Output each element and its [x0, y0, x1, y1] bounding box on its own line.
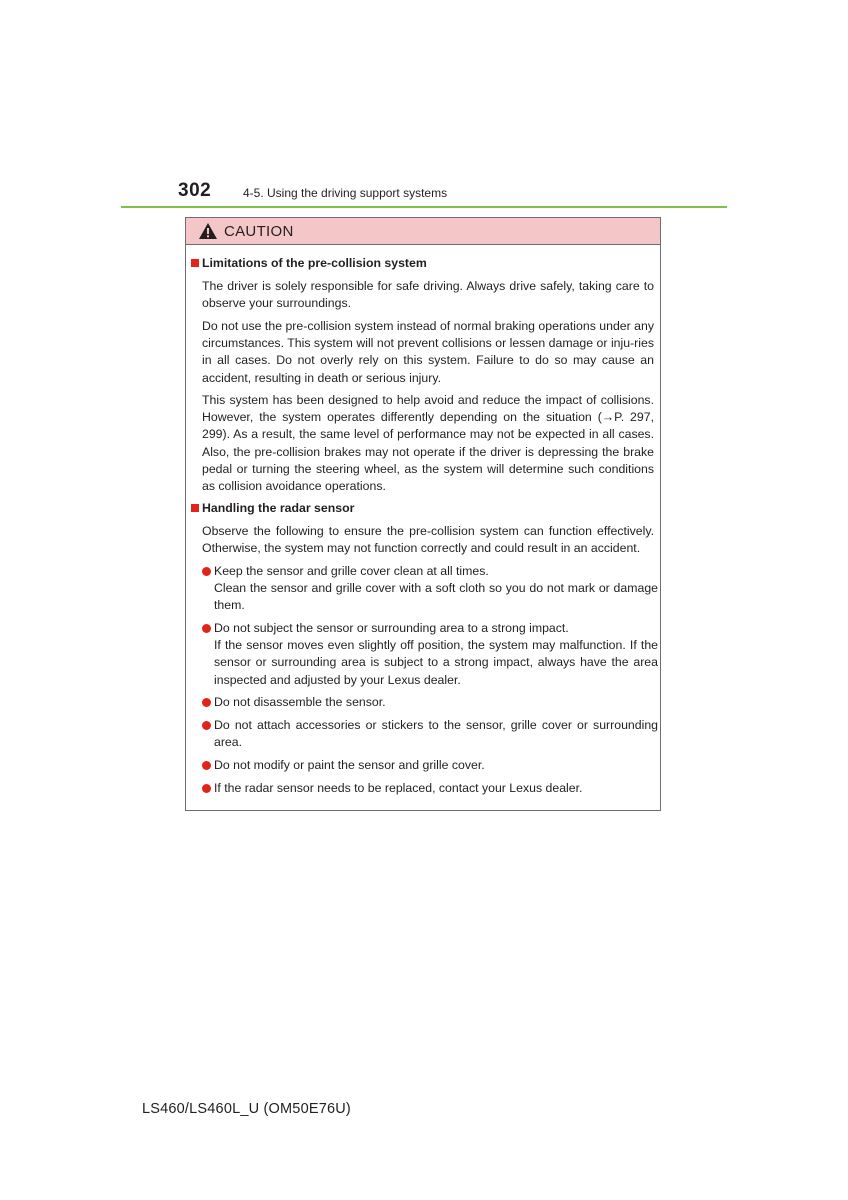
list-item-text: If the radar sensor needs to be replaced, contact your Lexus dealer.: [214, 781, 583, 795]
list-item-text: Do not modify or paint the sensor and grille cover.: [214, 758, 485, 772]
caution-header: [186, 218, 660, 245]
round-bullet-icon: [202, 784, 211, 793]
round-bullet-icon: [202, 721, 211, 730]
round-bullet-icon: [202, 624, 211, 633]
paragraph: Do not use the pre-collision system instead of normal braking operations under any circumstances. This system will not prevent collisions or lessen damage or inju-ries in all cases. Do not overly rely on this system. Failure to do so may cause an accident, resulting in death or serious injury.: [202, 319, 654, 385]
list-item-detail: Clean the sensor and grille cover with a soft cloth so you do not mark or damage them.: [214, 581, 658, 613]
list-item-text: Do not attach accessories or stickers to the sensor, grille cover or surrounding area.: [214, 718, 658, 750]
caution-title: CAUTION: [224, 222, 294, 240]
round-bullet-icon: [202, 567, 211, 576]
paragraph: This system has been designed to help avoid and reduce the impact of collisions. However, the system operates differently depending on the situation (→P. 297, 299). As a result, the same level of performance may not be expected in all cases. Also, the pre-collision brakes may not operate if the driver is depressing the brake pedal or turning the steering wheel, as the system will determine such conditions as collision avoidance operations.: [202, 393, 654, 494]
section-heading-limitations: [191, 256, 427, 270]
list-item: [202, 780, 658, 797]
list-item: [202, 563, 658, 615]
list-item: [202, 620, 658, 689]
list-item: [202, 757, 658, 774]
paragraph: Observe the following to ensure the pre-collision system can function effectively. Otherwise, the system may not function correctly and could result in an accident.: [202, 524, 654, 556]
list-item: [202, 717, 658, 751]
list-item-text: Keep the sensor and grille cover clean at all times.: [214, 564, 489, 578]
list-item-text: Do not disassemble the sensor.: [214, 695, 386, 709]
list-item-detail: If the sensor moves even slightly off position, the system may malfunction. If the sensor or surrounding area is subject to a strong impact, always have the area inspected and adjusted by your Lexus dealer.: [214, 638, 658, 687]
warning-triangle-icon: [198, 222, 218, 240]
page-number: 302: [178, 180, 212, 201]
footer-model-code: LS460/LS460L_U (OM50E76U): [142, 1101, 351, 1117]
list-item: [202, 694, 658, 711]
round-bullet-icon: [202, 698, 211, 707]
header-rule: [121, 206, 727, 208]
round-bullet-icon: [202, 761, 211, 770]
section-heading-radar: [191, 501, 354, 515]
list-item-text: Do not subject the sensor or surrounding area to a strong impact.: [214, 621, 569, 635]
section-title: 4-5. Using the driving support systems: [243, 186, 448, 200]
section-heading-text: Limitations of the pre-collision system: [202, 256, 427, 270]
square-bullet-icon: [191, 259, 199, 267]
paragraph: The driver is solely responsible for safe driving. Always drive safely, taking care to observe your surroundings.: [202, 279, 654, 311]
square-bullet-icon: [191, 504, 199, 512]
caution-box: [185, 217, 661, 811]
section-heading-text: Handling the radar sensor: [202, 501, 355, 515]
